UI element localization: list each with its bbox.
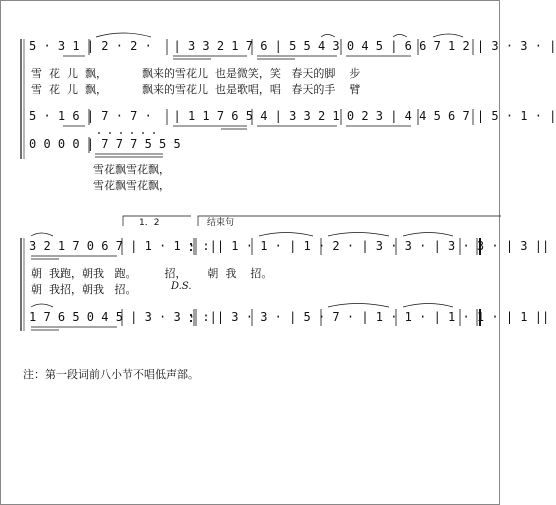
- system2-voice1: 3 2 1 7 0 6 7 | 1 · 1 · :|| 1 · 1 · | 1 · 2 · | 3 · 3 · | 3 · 3 · | 3 ||: [29, 239, 550, 253]
- system1-slurs: [96, 33, 463, 37]
- system2-voice2: 1 7 6 5 0 4 5 | 3 · 3 · :|| 3 · 3 · | 5 · 7 · | 1 · 1 · | 1 · 1 · | 1 ||: [29, 310, 550, 324]
- system1-voice1: 5 · 3 1 | 2 · 2 · | 3 3 2 1 7 6 | 5 5 4 3 0 4 5 | 6 6 7 1 2 | 3 · 3 · |: [29, 39, 556, 53]
- system2-lyric1: 朝 我跑，朝我 跑。 招， 朝 我 招。: [31, 267, 273, 280]
- system2-lyric2: 朝 我招，朝我 招。: [31, 283, 137, 296]
- system1-voice3: 0 0 0 0 | 7 7 7 5 5 5: [29, 137, 181, 151]
- system1-lyric3b: 雪花飘雪花飘，: [93, 179, 170, 192]
- volta-ending-label: 1．2: [139, 218, 160, 228]
- footnote: 注：第一段词前八小节不唱低声部。: [23, 368, 199, 381]
- system1-lyric1: 雪 花 儿 飘， 飘来的雪花儿 也是微笑，笑 春天的脚 步: [31, 67, 361, 80]
- system1-lyric2: 雪 花 儿 飘， 飘来的雪花儿 也是歌唱，唱 春天的手 臂: [31, 83, 361, 96]
- system1-voice2: 5 · 1 6 | 7 · 7 · | 1 1 7 6 5 4 | 3 3 2 1 0 2 3 | 4 4 5 6 7 | 5 · 1 · |: [29, 109, 556, 123]
- system1-lyric3a: 雪花飘雪花飘，: [93, 163, 170, 176]
- system2-volta: [123, 216, 501, 226]
- system1-accent-dots: [98, 132, 155, 134]
- coda-label: 结束句: [207, 218, 235, 228]
- ds-mark: D.S.: [171, 281, 192, 292]
